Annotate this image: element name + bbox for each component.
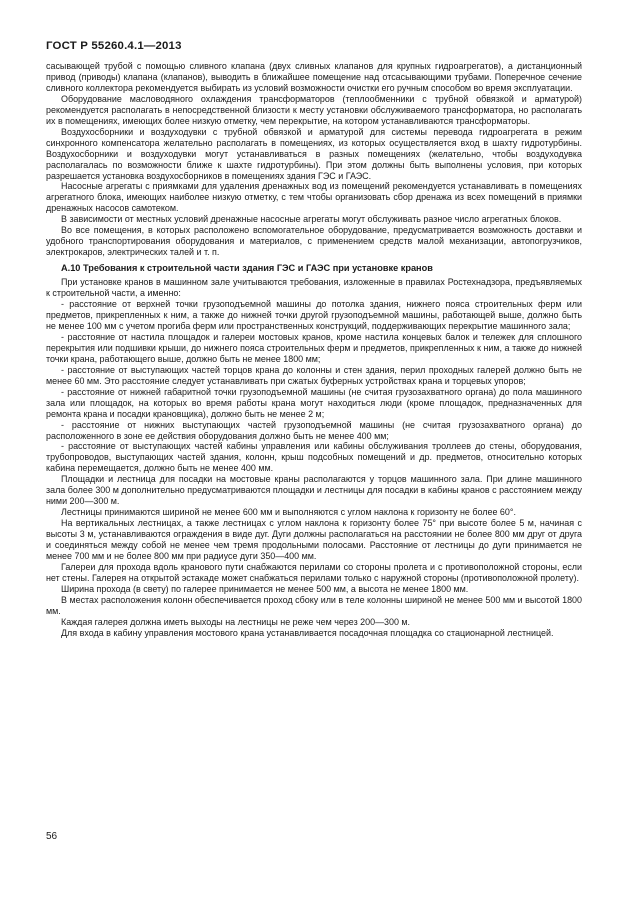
paragraph: Оборудование масловодяного охлаждения трансформаторов (теплообменники с трубной обвязкой и арматурой) рекомендуется располагать в непосредственной близости к месту установки обслуживаемого трансформатора, но располагать их в помещениях, имеющих более низкую отметку, чем перекрытие, на котором устанавливаются трансформаторы. <box>46 93 582 126</box>
body-text-block-a <box>46 61 582 258</box>
document-header: ГОСТ Р 55260.4.1—2013 <box>46 40 182 52</box>
body-text-block-b <box>46 277 582 638</box>
paragraph: - расстояние от выступающих частей торцов крана до колонны и стен здания, перил проходных галерей должно быть не менее 60 мм. Это расстояние следует устанавливать при сжатых буферных устройствах крана и торцевых упоров; <box>46 364 582 386</box>
paragraph: сасывающей трубой с помощью сливного клапана (двух сливных клапанов для крупных гидроагрегатов), а дистанционный привод (приводы) клапана (клапанов), выводить в ближайшее помещение над отсасывающими трубами. Поперечное сечение сливного коллектора рекомендуется выбирать из условий возможности очистки его ручным способом во время эксплуатации. <box>46 61 582 93</box>
paragraph: В зависимости от местных условий дренажные насосные агрегаты могут обслуживать разное число агрегатных блоков. <box>61 214 562 225</box>
section-heading: А.10 Требования к строительной части здания ГЭС и ГАЭС при установке кранов <box>61 263 433 274</box>
paragraph: Галереи для прохода вдоль кранового пути снабжаются перилами со стороны пролета и с противоположной стороны, если нет стены. Галерея на открытой эстакаде может снабжаться перилами только с наружной стороны (противоположной пролету). <box>46 561 582 583</box>
document-page <box>46 40 582 639</box>
paragraph: - расстояние от верхней точки грузоподъемной машины до потолка здания, нижнего пояса строительных ферм или предметов, прикрепленных к ним, а также до нижней точки другой грузоподъемной машины, работающей выше, должно быть не менее 100 мм с учетом прогиба ферм или пространственных конструкций, поддерживающих перекрытие машинного зала; <box>46 299 582 331</box>
paragraph: Площадки и лестница для посадки на мостовые краны располагаются у торцов машинного зала. При длине машинного зала более 300 м дополнительно предусматриваются площадки и лестницы для посадки в кабины кранов с расстоянием между ними 200—300 м. <box>46 474 582 507</box>
paragraph: Во все помещения, в которых расположено вспомогательное оборудование, предусматривается возможность доставки и удобного транспортирования оборудования и материалов, с применением средств малой механизации, автопогрузчиков, электрокаров, электрических талей и т. п. <box>46 225 582 258</box>
paragraph: - расстояние от нижней габаритной точки грузоподъемной машины (не считая грузозахватного органа) до пола машинного зала или площадок, на которых во время работы крана могут находиться люди (кроме площадок, предназначенных для ремонта крана и посадки крановщика), должно быть не менее 2 м; <box>46 386 582 419</box>
paragraph: Насосные агрегаты с приямками для удаления дренажных вод из помещений рекомендуется устанавливать в помещениях агрегатного блока, имеющих наиболее низкую отметку, с тем чтобы организовать сбор дренажа из всех помещений в приямки дренажных насосов самотеком. <box>46 181 582 214</box>
paragraph: Для входа в кабину управления мостового крана устанавливается посадочная площадка со стационарной лестницей. <box>61 627 554 638</box>
paragraph: Ширина прохода (в свету) по галерее принимается не менее 500 мм, а высота не менее 1800 мм. <box>61 583 469 594</box>
paragraph: - расстояние от настила площадок и галереи мостовых кранов, кроме настила концевых балок и тележек для сплошного перекрытия или подшивки крыши, до нижнего пояса строительных ферм и предметов, прикрепленных к ним, а также до нижней точки крана, работающего выше, должно быть не менее 1800 мм; <box>46 331 582 364</box>
paragraph: На вертикальных лестницах, а также лестницах с углом наклона к горизонту более 75° при высоте более 5 м, начиная с высоты 3 м, устанавливаются ограждения в виде дуг. Дуги должны располагаться на расстоянии не более 800 мм друг от друга и соединяться между собой не менее чем тремя продольными полосами. Расстояние от лестницы до дуги принимается не менее 700 мм и не более 800 мм при радиусе дуги 350—400 мм. <box>46 518 582 561</box>
page-number: 56 <box>46 831 58 842</box>
paragraph: При установке кранов в машинном зале учитываются требования, изложенные в правилах Ростехнадзора, предъявляемых к строительной части, а именно: <box>46 277 582 299</box>
paragraph: Воздухосборники и воздуходувки с трубной обвязкой и арматурой для системы перевода гидроагрегата в режим синхронного компенсатора желательно располагать в помещениях, из которых осуществляется вход в шахту гидротурбины. Воздухосборники и воздуходувки могут устанавливаться в разных помещениях (желательно, чтобы воздуходувка располагалась по возможности ближе к шахте гидротурбины). При этом должны быть выполнены условия, при которых разрешается установка воздухосборников в помещениях здания ГЭС и ГАЭС. <box>46 126 582 181</box>
paragraph: Лестницы принимаются шириной не менее 600 мм и выполняются с углом наклона к горизонту не более 60°. <box>61 507 516 518</box>
paragraph: - расстояние от выступающих частей кабины управления или кабины обслуживания троллеев до стены, оборудования, трубопроводов, выступающих частей здания, колонн, крыш подсобных помещений и др. предметов, относительно которых кабина перемещается, должно быть не менее 400 мм. <box>46 441 582 474</box>
paragraph: В местах расположения колонн обеспечивается проход сбоку или в теле колонны шириной не менее 500 мм и высотой 1800 мм. <box>46 594 582 616</box>
paragraph: - расстояние от нижних выступающих частей грузоподъемной машины (не считая грузозахватного органа) до расположенного в зоне ее действия оборудования должно быть не менее 400 мм; <box>46 419 582 441</box>
paragraph: Каждая галерея должна иметь выходы на лестницы не реже чем через 200—300 м. <box>61 616 411 627</box>
